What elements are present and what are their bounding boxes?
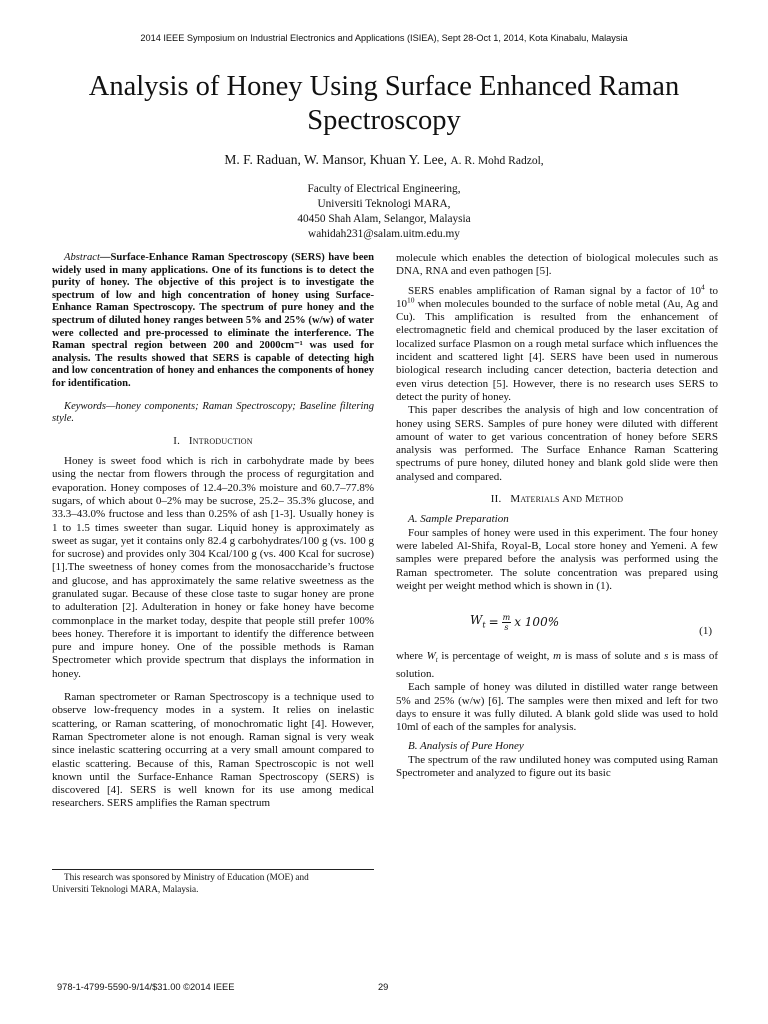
footnote xyxy=(52,872,382,895)
affiliation-university: Universiti Teknologi MARA, xyxy=(317,198,451,210)
sers-text-c: when molecules bounded to the surface of noble metal (Au, Ag and Cu). This amplification is resulted from the enhancement of electromagnetic field and chemical produced by the laser excitation of localized surface Plasmon on a rough metal surface which influences the incident and scattered light [4]. SERS have been used in numerous biological research including cancer detection, bacteria detection and even virus detection [5]. However, there is no research uses SERS to detect the purity of honey. xyxy=(396,297,718,403)
section-title: Materials And Method xyxy=(510,493,624,506)
eq-rhs: x 100% xyxy=(514,615,560,630)
where-text-3: is mass of solute and xyxy=(561,650,665,663)
sers-text-b: to 10 xyxy=(396,284,719,310)
sers-text-a: SERS enables amplification of Raman signal by a factor of 10 xyxy=(408,284,702,297)
eq-denominator: s xyxy=(504,623,509,633)
pure-honey-paragraph: The spectrum of the raw undiluted honey was computed using Raman Spectrometer and analyzed to figure out its basic xyxy=(396,753,718,779)
intro-paragraph-1: Honey is sweet food which is rich in carbohydrate made by bees using the nectar from flowers through the process of regurgitation and evaporation. Honey composes of 12.4–20.3% moisture and 60.7–77.8% sugars, of which about 0–2% may be sucrose, 25.2– 35.3% glucose, and 33.3–43.0% fructose and less than 0.25% of ash [1-3]. Usually honey is 1 to 1.5 times sweeter than sugar. Liquid honey is approximately as sweet as sugar, yet it contains only 82.4 g carbohydrates/100 g (vs. 100 g for sucrose) and provides only 304 Kcal/100 g (vs. 400 Kcal for sucrose) [1].The sweetness of honey comes from the monosaccharide’s fructose and glucose, and has approximately the same relative sweetness as the granulated sugar. Because of these close taste to sugar honey are prone to adulteration [2]. Adulteration in honey or fake honey have become commonplace in the market today, despite that people still prefer 100% bees honey. Therefore it is important to identify the difference between pure and impure honey. One of the possible methods is Raman Spectrometer which provide spectrum that displays the information in honey. xyxy=(52,455,374,680)
sers-paragraph xyxy=(396,281,719,405)
footnote-line-1: This research was sponsored by Ministry of Education (MOE) and xyxy=(64,872,309,882)
footnote-divider xyxy=(52,869,374,870)
abstract-text: —Surface-Enhance Raman Spectroscopy (SERS) have been widely used in many applications. One of its functions is to detect the purity of honey. The objective of this project is to investigate the spectrum of low and high concentration of honey using Surface-Enhance Raman Spectroscopy. The spectrum of pure honey and the spectrum of diluted honey ranges between 5% and 25% (w/w) of water were collected and pre-processed to eliminate the interference. The Raman spectral region between 200 and 2000cm⁻¹ was used for analysis. The results showed that SERS is capable of detecting high and low concentration of honey and enhances the components of honey for identification. xyxy=(52,252,374,389)
paper-description: This paper describes the analysis of high and low concentration of honey using SERS. Samples of pure honey were diluted with different amount of water to get various concentration of honey before SERS analysis was performed. The Surface Enhance Raman Scattering spectrums of pure honey, diluted honey and blank gold slide were then analysed and compared. xyxy=(396,404,718,483)
keywords-text: —honey components; Raman Spectroscopy; Baseline filtering style. xyxy=(52,400,374,425)
right-column xyxy=(396,252,718,780)
eq-fraction xyxy=(502,613,512,632)
equation-number: (1) xyxy=(699,625,712,638)
copyright-footer: 978-1-4799-5590-9/14/$31.00 ©2014 IEEE xyxy=(57,982,235,992)
continued-paragraph: molecule which enables the detection of biological molecules such as DNA, RNA and even pathogen [5]. xyxy=(396,252,718,278)
where-text-4: is mass of solution. xyxy=(396,650,718,680)
sers-exp-2: 10 xyxy=(407,295,415,305)
var-s: s xyxy=(664,650,669,663)
section-heading-introduction xyxy=(52,435,374,448)
where-text-2: is percentage of weight, xyxy=(437,650,554,663)
author-names: M. F. Raduan, W. Mansor, Khuan Y. Lee, xyxy=(224,152,451,167)
conference-header: 2014 IEEE Symposium on Industrial Electronics and Applications (ISIEA), Sept 28-Oct 1, 2014, Kota Kinabalu, Malaysia xyxy=(140,33,628,43)
var-w-sub: t xyxy=(435,656,438,665)
subsection-sample-preparation: A. Sample Preparation xyxy=(408,513,509,526)
var-w: W xyxy=(426,650,436,663)
section-number: I. xyxy=(173,434,181,447)
affiliation-email: wahidah231@salam.uitm.edu.my xyxy=(308,228,460,240)
paper-title: Analysis of Honey Using Surface Enhanced Raman Spectroscopy xyxy=(88,71,680,136)
section-heading-methods xyxy=(396,493,718,506)
var-m: m xyxy=(553,650,562,663)
equation-expression xyxy=(470,613,559,632)
keywords-label: Keywords xyxy=(64,400,106,412)
eq-equals: = xyxy=(488,615,499,630)
abstract-label: Abstract xyxy=(64,252,100,263)
dilution-paragraph: Each sample of honey was diluted in distilled water range between 5% and 25% (w/w) [6]. The samples were then mixed and left for two days to ensure it was fully diluted. A blank gold slide was used to hold 10ml of each of the samples for analysis. xyxy=(396,681,718,734)
sers-exp-1: 4 xyxy=(701,281,705,291)
section-title: Introduction xyxy=(188,434,253,447)
footnote-line-2: Universiti Teknologi MARA, Malaysia. xyxy=(52,883,199,894)
eq-lhs-sub: t xyxy=(482,620,486,630)
page-number: 29 xyxy=(378,982,389,992)
where-paragraph xyxy=(396,650,718,681)
keywords xyxy=(52,401,374,426)
author-list xyxy=(0,152,768,168)
abstract xyxy=(52,252,374,391)
eq-lhs: W xyxy=(470,612,483,627)
subsection-pure-honey: B. Analysis of Pure Honey xyxy=(408,740,524,753)
author-last: A. R. Mohd Radzol, xyxy=(450,155,544,167)
section-number: II. xyxy=(490,493,502,506)
affiliation xyxy=(0,182,768,242)
left-column xyxy=(52,252,374,811)
where-text-1: where xyxy=(396,650,427,663)
samples-paragraph: Four samples of honey were used in this experiment. The four honey were labeled Al-Shifa, Royal-B, Local store honey and Yemeni. A few samples were prepared before the analysis was performed using the Raman spectrometer. The solute concentration was prepared using weight per weight method which is shown in (1). xyxy=(396,526,718,592)
eq-numerator: m xyxy=(502,613,511,623)
intro-paragraph-2: Raman spectrometer or Raman Spectroscopy is a technique used to observe low-frequency modes in a system. It relies on inelastic scattering, or Raman scattering, of monochromatic light [4]. However, Raman Spectrometer alone is not enough. Raman signal is very weak since inelastic scattering occurring at a very small amount compared to elastic scattering. Because of this, Raman Spectroscopic is not well known until the Surface-Enhance Raman Spectroscopy (SERS) is discovered [4]. SERS is well known for its use among medical researchers. SERS amplifies the Raman spectrum xyxy=(52,691,374,810)
affiliation-faculty: Faculty of Electrical Engineering, xyxy=(307,183,461,195)
affiliation-address: 40450 Shah Alam, Selangor, Malaysia xyxy=(297,213,471,225)
equation-1 xyxy=(396,607,718,638)
